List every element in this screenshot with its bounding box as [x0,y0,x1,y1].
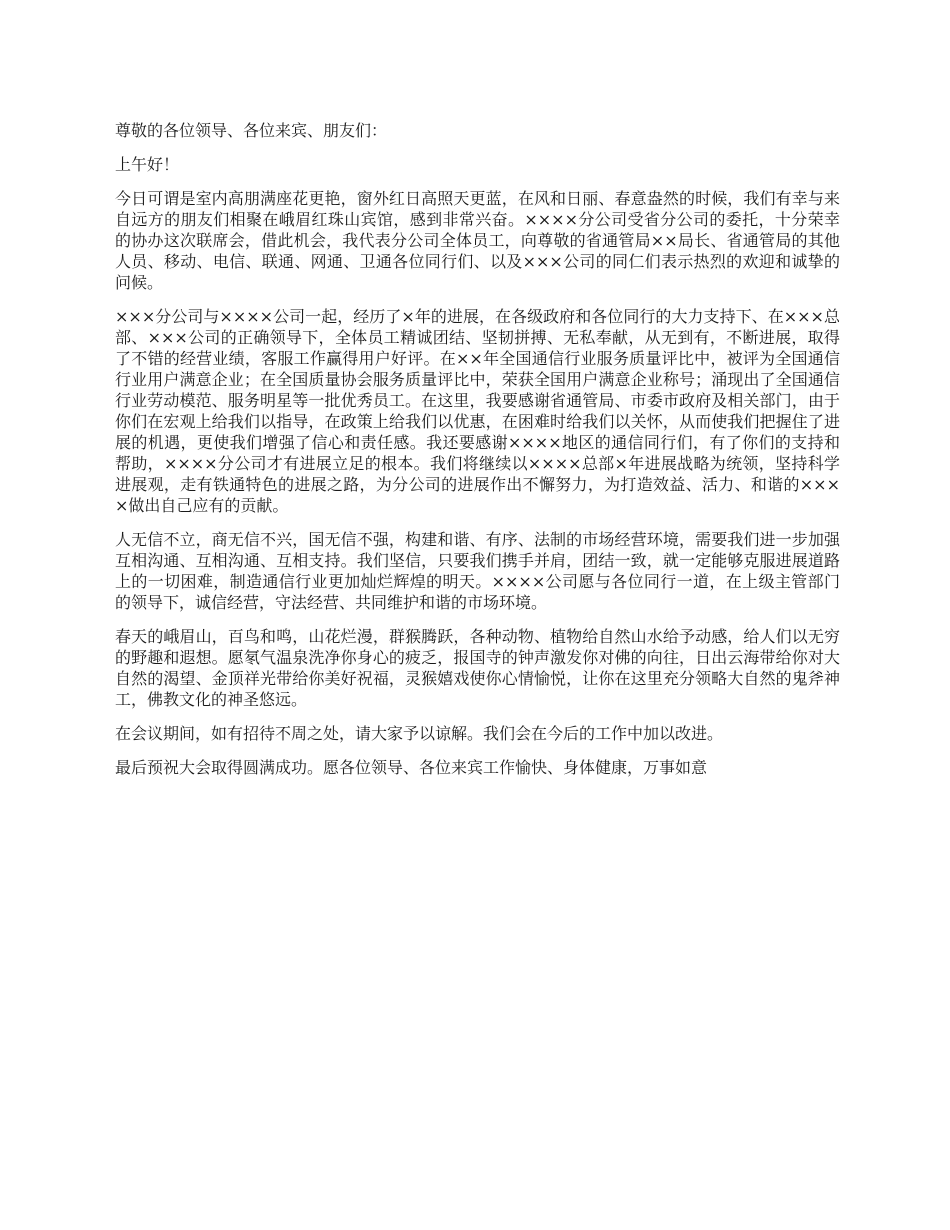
paragraph-integrity: 人无信不立，商无信不兴，国无信不强，构建和谐、有序、法制的市场经营环境，需要我们进一步加强互相沟通、互相沟通、互相支持。我们坚信，只要我们携手并肩，团结一致，就一定能够克服进展道路上的一切困难，制造通信行业更加灿烂辉煌的明天。××××公司愿与各位同行一道，在上级主管部门的领导下，诚信经营，守法经营、共同维护和谐的市场环境。 [115,530,840,612]
greeting: 上午好！ [115,155,180,174]
paragraph-closing: 最后预祝大会取得圆满成功。愿各位领导、各位来宾工作愉快、身体健康，万事如意 [115,758,708,777]
paragraph-apology: 在会议期间，如有招待不周之处，请大家予以谅解。我们会在今后的工作中加以改进。 [115,724,724,743]
paragraph-emei-mountain: 春天的峨眉山，百鸟和鸣，山花烂漫，群猴腾跃，各种动物、植物给自然山水给予动感，给人们以无穷的野趣和遐想。愿氡气温泉洗净你身心的疲乏，报国寺的钟声激发你对佛的向往，日出云海带给你对大自然的渴望、金顶祥光带给你美好祝福，灵猴嬉戏使你心情愉悦，让你在这里充分领略大自然的鬼斧神工，佛教文化的神圣悠远。 [115,627,840,709]
paragraph-achievements: ×××分公司与××××公司一起，经历了×年的进展，在各级政府和各位同行的大力支持下、在×××总部、×××公司的正确领导下，全体员工精诚团结、坚韧拼搏、无私奉献，从无到有，不断进展，取得了不错的经营业绩，客服工作赢得用户好评。在××年全国通信行业服务质量评比中，被评为全国通信行业用户满意企业；在全国质量协会服务质量评比中，荣获全国用户满意企业称号；涌现出了全国通信行业劳动模范、服务明星等一批优秀员工。在这里，我要感谢省通管局、市委市政府及相关部门，由于你们在宏观上给我们以指导，在政策上给我们以优惠，在困难时给我们以关怀，从而使我们把握住了进展的机遇，更使我们增强了信心和责任感。我还要感谢××××地区的通信同行们，有了你们的支持和帮助，××××分公司才有进展立足的根本。我们将继续以××××总部×年进展战略为统领，坚持科学进展观，走有铁通特色的进展之路，为分公司的进展作出不懈努力，为打造效益、活力、和谐的××××做出自己应有的贡献。 [115,307,840,515]
paragraph-welcome: 今日可谓是室内高朋满座花更艳，窗外红日高照天更蓝，在风和日丽、春意盎然的时候，我们有幸与来自远方的朋友们相聚在峨眉红珠山宾馆，感到非常兴奋。××××分公司受省分公司的委托，十分荣幸的协办这次联席会，借此机会，我代表分公司全体员工，向尊敬的省通管局××局长、省通管局的其他人员、移动、电信、联通、网通、卫通各位同行们、以及×××公司的同仁们表示热烈的欢迎和诚挚的问候。 [115,189,840,292]
document-page [115,120,840,791]
salutation: 尊敬的各位领导、各位来宾、朋友们： [115,121,388,140]
